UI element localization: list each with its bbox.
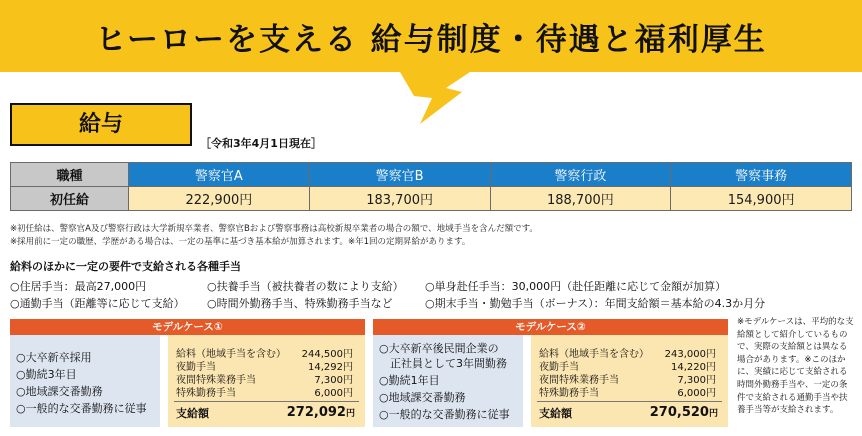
model-case-2 bbox=[373, 319, 728, 427]
allowance-item: ○時間外勤務手当、特殊勤務手当など bbox=[207, 297, 393, 310]
total-divider bbox=[174, 401, 359, 402]
profile-item: ○一般的な交番勤務に従事 bbox=[379, 408, 510, 421]
table-header-label: 職種 bbox=[11, 163, 129, 187]
allowance-item: ○扶養手当（被扶養者の数により支給） bbox=[207, 280, 404, 293]
model-case-1 bbox=[10, 319, 365, 427]
breakdown-label: 特殊勤務手当 bbox=[176, 388, 236, 399]
table-header-row bbox=[11, 163, 852, 187]
total-value: 272,092 bbox=[286, 405, 346, 420]
table-cell: 188,700円 bbox=[490, 187, 671, 211]
column-header: 警察官A bbox=[129, 163, 310, 187]
breakdown-label: 夜勤手当 bbox=[539, 362, 579, 373]
table-cell: 183,700円 bbox=[309, 187, 490, 211]
table-row bbox=[11, 187, 852, 211]
table-cell: 222,900円 bbox=[129, 187, 310, 211]
breakdown-value: 7,300円 bbox=[314, 375, 353, 386]
total-label: 支給額 bbox=[539, 407, 572, 420]
model-case-title: モデルケース② bbox=[373, 319, 728, 335]
breakdown-value: 14,220円 bbox=[671, 362, 716, 373]
breakdown-value: 244,500円 bbox=[301, 349, 353, 360]
breakdown-label: 給料（地域手当を含む） bbox=[539, 349, 649, 360]
total-unit: 円 bbox=[345, 409, 355, 419]
column-header: 警察官B bbox=[309, 163, 490, 187]
total-value-wrap bbox=[650, 405, 718, 420]
total-label: 支給額 bbox=[176, 407, 209, 420]
breakdown-value: 7,300円 bbox=[677, 375, 716, 386]
profile-item: ○大卒新卒採用 bbox=[16, 351, 92, 364]
total-unit: 円 bbox=[708, 409, 718, 419]
section-label: 給与 bbox=[10, 103, 192, 146]
profile-item: ○大卒新卒後民間企業の bbox=[379, 342, 499, 355]
breakdown-label: 夜間特殊業務手当 bbox=[176, 375, 256, 386]
profile-item: 正社員として3年間勤務 bbox=[379, 357, 507, 370]
row-label: 初任給 bbox=[11, 187, 129, 211]
breakdown-label: 給料（地域手当を含む） bbox=[176, 349, 286, 360]
breakdown-value: 6,000円 bbox=[677, 388, 716, 399]
footnote: ※採用前に一定の職歴、学歴がある場合は、一定の基準に基づき基本給が加算されます。※年1回の定期昇給があります。 bbox=[10, 237, 471, 247]
footnote: ※初任給は、警察官A及び警察行政は大学新規卒業者、警察官Bおよび警察事務は高校新規卒業者の場合の額で、地域手当を含んだ額です。 bbox=[10, 224, 538, 234]
profile-item: ○一般的な交番勤務に従事 bbox=[16, 402, 147, 415]
model-case-breakdown bbox=[168, 335, 365, 427]
profile-item: ○勤続1年目 bbox=[379, 374, 440, 387]
page-title: ヒーローを支える 給与制度・待遇と福利厚生 bbox=[95, 22, 767, 58]
breakdown-value: 6,000円 bbox=[314, 388, 353, 399]
model-case-profile bbox=[373, 335, 523, 427]
total-value: 270,520 bbox=[649, 405, 709, 420]
table-cell: 154,900円 bbox=[671, 187, 852, 211]
allowance-item: ○住居手当：最高27,000円 bbox=[10, 280, 147, 293]
allowances-title: 給料のほかに一定の要件で支給される各種手当 bbox=[10, 260, 241, 273]
breakdown-label: 夜間特殊業務手当 bbox=[539, 375, 619, 386]
allowance-item: ○単身赴任手当：30,000円（赴任距離に応じて金額が加算） bbox=[425, 280, 727, 293]
model-case-title: モデルケース① bbox=[10, 319, 365, 335]
column-header: 警察行政 bbox=[490, 163, 671, 187]
profile-item: ○勤続3年目 bbox=[16, 368, 77, 381]
profile-item: ○地域課交番勤務 bbox=[16, 385, 103, 398]
total-value-wrap bbox=[287, 405, 355, 420]
side-note: ※モデルケースは、平均的な支給額として紹介しているもので、実際の支給額とは異なる場合があります。※このほかに、実績に応じて支給される時間外勤務手当や、一定の条件で支給される通勤手当や扶養手当等が支給されます。 bbox=[737, 317, 854, 416]
total-divider bbox=[537, 401, 722, 402]
model-case-profile bbox=[10, 335, 160, 427]
profile-item: ○地域課交番勤務 bbox=[379, 391, 466, 404]
column-header: 警察事務 bbox=[671, 163, 852, 187]
model-case-breakdown bbox=[531, 335, 728, 427]
breakdown-label: 特殊勤務手当 bbox=[539, 388, 599, 399]
breakdown-label: 夜勤手当 bbox=[176, 362, 216, 373]
salary-table bbox=[10, 162, 852, 211]
breakdown-value: 14,292円 bbox=[308, 362, 353, 373]
as-of-date: ［令和3年4月1日現在］ bbox=[200, 137, 322, 150]
breakdown-value: 243,000円 bbox=[664, 349, 716, 360]
allowance-item: ○通勤手当（距離等に応じて支給） bbox=[10, 297, 185, 310]
allowance-item: ○期末手当・勤勉手当（ボーナス）：年間支給額＝基本給の4.3か月分 bbox=[425, 297, 766, 310]
